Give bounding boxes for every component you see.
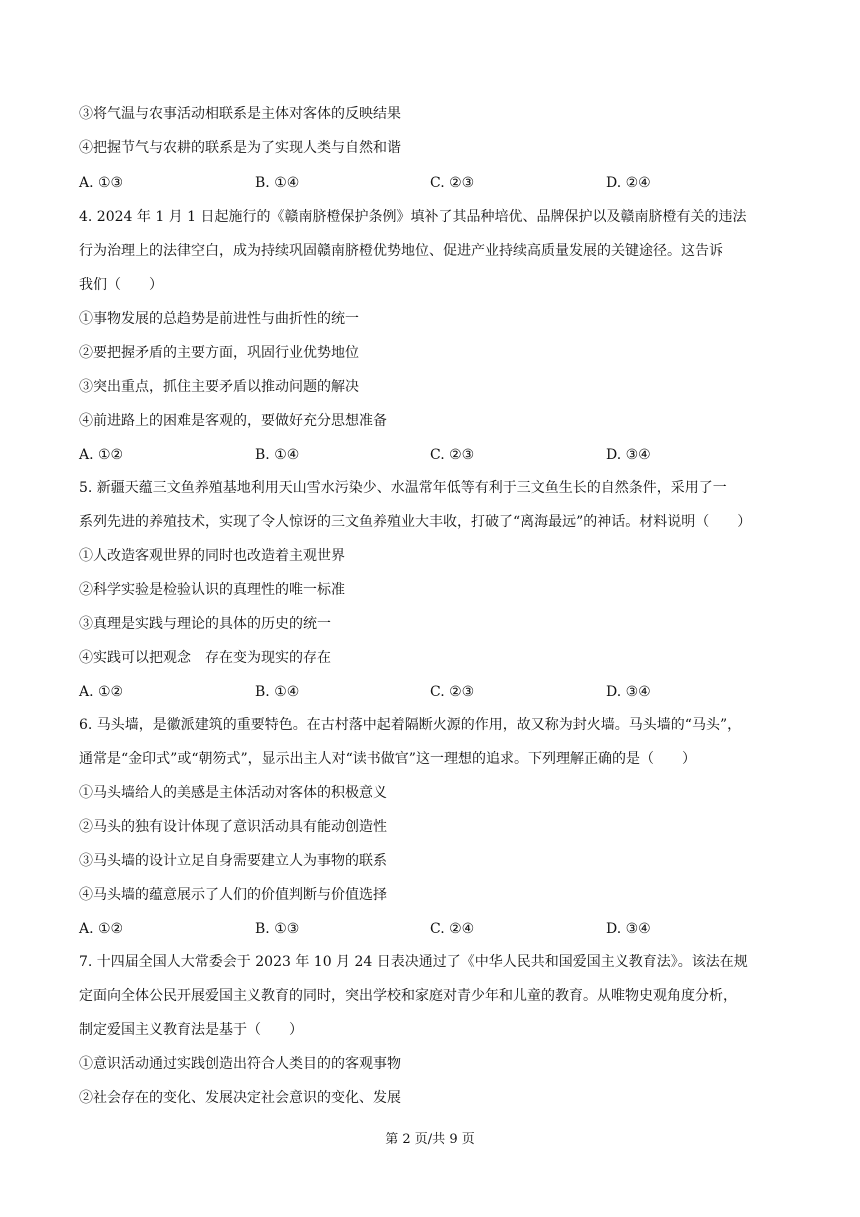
question-stem: 5. 新疆天蕴三文鱼养殖基地利用天山雪水污染少、水温常年低等有利于三文鱼生长的自然条件，采用了一 — [79, 480, 727, 496]
answer-choice-d[interactable]: D. ②④ — [606, 175, 651, 191]
option-statement: ③将气温与农事活动相联系是主体对客体的反映结果 — [79, 106, 401, 122]
answer-choice-c[interactable]: C. ②③ — [430, 684, 475, 700]
option-statement: ③突出重点，抓住主要矛盾以推动问题的解决 — [79, 379, 359, 395]
option-statement: ④实践可以把观念 存在变为现实的存在 — [79, 650, 331, 666]
question-stem: 系列先进的养殖技术，实现了令人惊讶的三文鱼养殖业大丰收，打破了“离海最远”的神话。材料说明（ ） — [79, 514, 752, 530]
option-statement: ①人改造客观世界的同时也改造着主观世界 — [79, 548, 345, 564]
question-stem: 行为治理上的法律空白，成为持续巩固赣南脐橙优势地位、促进产业持续高质量发展的关键途径。这告诉 — [79, 243, 723, 259]
answer-choice-c[interactable]: C. ②③ — [430, 175, 475, 191]
answer-choice-a[interactable]: A. ①② — [79, 447, 124, 463]
answer-choice-a[interactable]: A. ①③ — [79, 175, 124, 191]
option-statement: ①事物发展的总趋势是前进性与曲折性的统一 — [79, 311, 359, 327]
option-statement: ①马头墙给人的美感是主体活动对客体的积极意义 — [79, 785, 387, 801]
option-statement: ②马头的独有设计体现了意识活动具有能动创造性 — [79, 819, 387, 835]
answer-choice-b[interactable]: B. ①④ — [255, 175, 300, 191]
question-stem: 通常是“金印式”或“朝笏式”，显示出主人对“读书做官”这一理想的追求。下列理解正确的是（ ） — [79, 751, 696, 767]
question-stem: 4. 2024 年 1 月 1 日起施行的《赣南脐橙保护条例》填补了其品种培优、品牌保护以及赣南脐橙有关的违法 — [79, 209, 747, 225]
question-stem: 制定爱国主义教育法是基于（ ） — [79, 1022, 303, 1038]
option-statement: ①意识活动通过实践创造出符合人类目的的客观事物 — [79, 1056, 401, 1072]
answer-choice-b[interactable]: B. ①④ — [255, 447, 300, 463]
answer-choice-d[interactable]: D. ③④ — [606, 684, 651, 700]
answer-choice-b[interactable]: B. ①③ — [255, 921, 300, 937]
page-number: 第 2 页/共 9 页 — [385, 1132, 475, 1147]
answer-choice-a[interactable]: A. ①② — [79, 921, 124, 937]
answer-choice-a[interactable]: A. ①② — [79, 684, 124, 700]
option-statement: ④马头墙的蕴意展示了人们的价值判断与价值选择 — [79, 887, 387, 903]
option-statement: ②社会存在的变化、发展决定社会意识的变化、发展 — [79, 1090, 401, 1106]
question-stem: 7. 十四届全国人大常委会于 2023 年 10 月 24 日表决通过了《中华人民共和国爱国主义教育法》。该法在规 — [79, 954, 748, 970]
question-stem: 6. 马头墙，是徽派建筑的重要特色。在古村落中起着隔断火源的作用，故又称为封火墙。马头墙的“马头”， — [79, 717, 742, 733]
option-statement: ④前进路上的困难是客观的，要做好充分思想准备 — [79, 413, 387, 429]
question-stem: 定面向全体公民开展爱国主义教育的同时，突出学校和家庭对青少年和儿童的教育。从唯物史观角度分析， — [79, 988, 737, 1004]
option-statement: ③真理是实践与理论的具体的历史的统一 — [79, 616, 331, 632]
answer-choice-d[interactable]: D. ③④ — [606, 921, 651, 937]
answer-choice-c[interactable]: C. ②③ — [430, 447, 475, 463]
option-statement: ④把握节气与农耕的联系是为了实现人类与自然和谐 — [79, 140, 401, 156]
option-statement: ②要把握矛盾的主要方面，巩固行业优势地位 — [79, 345, 359, 361]
answer-choice-b[interactable]: B. ①④ — [255, 684, 300, 700]
answer-choice-d[interactable]: D. ③④ — [606, 447, 651, 463]
option-statement: ②科学实验是检验认识的真理性的唯一标准 — [79, 582, 345, 598]
option-statement: ③马头墙的设计立足自身需要建立人为事物的联系 — [79, 853, 387, 869]
question-stem: 我们（ ） — [79, 277, 163, 293]
answer-choice-c[interactable]: C. ②④ — [430, 921, 475, 937]
